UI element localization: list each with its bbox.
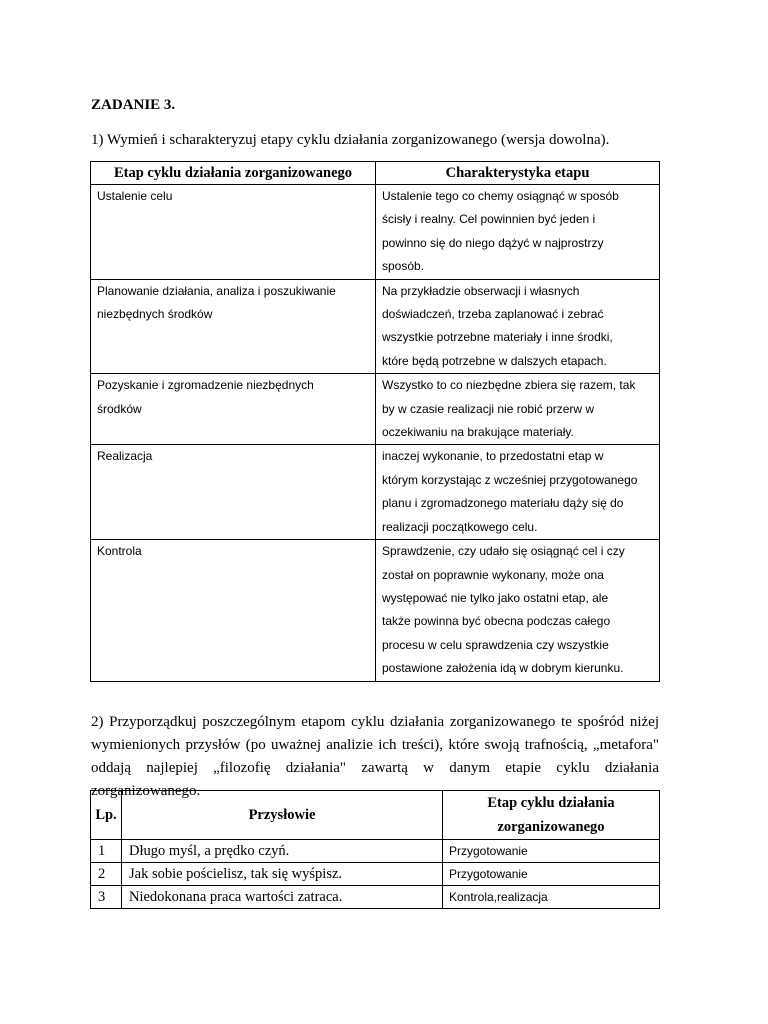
proverb-cell: Jak sobie pościelisz, tak się wyśpisz. — [122, 863, 443, 886]
proverbs-table — [90, 790, 660, 909]
characteristic-cell — [376, 445, 660, 540]
header-stage-cycle — [443, 791, 660, 840]
stage-cell — [91, 279, 376, 374]
characteristic-line: został on poprawnie wykonany, może ona — [382, 567, 604, 582]
characteristic-cell — [376, 540, 660, 681]
header-proverb: Przysłowie — [122, 791, 443, 840]
characteristic-line: wszystkie potrzebne materiały i inne środki, — [382, 330, 613, 345]
lp-cell: 3 — [91, 886, 122, 909]
header-stage-line-2: zorganizowanego — [497, 819, 605, 835]
table-row — [91, 374, 660, 445]
characteristic-line: którym korzystając z wcześniej przygotowanego — [382, 472, 638, 487]
proverb-cell: Niedokonana praca wartości zatraca. — [122, 886, 443, 909]
stage-cell — [91, 374, 376, 445]
characteristic-line: postawione założenia idą w dobrym kierunku. — [382, 661, 624, 676]
characteristic-line: inaczej wykonanie, to przedostatni etap w — [382, 449, 604, 464]
table-row — [91, 279, 660, 374]
characteristic-line: Sprawdzenie, czy udało się osiągnąć cel i czy — [382, 544, 625, 559]
proverbs-table-body — [91, 840, 660, 909]
stage-cell: Kontrola,realizacja — [443, 886, 660, 909]
stage-line: Planowanie działania, analiza i poszukiwanie — [97, 283, 336, 298]
characteristic-line: Na przykładzie obserwacji i własnych — [382, 283, 580, 298]
header-stage: Etap cyklu działania zorganizowanego — [91, 162, 376, 185]
characteristic-cell — [376, 374, 660, 445]
stages-table-body — [91, 185, 660, 682]
stage-line: Pozyskanie i zgromadzenie niezbędnych — [97, 378, 314, 393]
lp-cell: 2 — [91, 863, 122, 886]
lp-cell: 1 — [91, 840, 122, 863]
header-lp: Lp. — [91, 791, 122, 840]
stage-cell — [91, 185, 376, 280]
characteristic-line: by w czasie realizacji nie robić przerw w — [382, 401, 595, 416]
question-1: 1) Wymień i scharakteryzuj etapy cyklu działania zorganizowanego (wersja dowolna). — [91, 132, 610, 148]
stage-cell: Przygotowanie — [443, 840, 660, 863]
stage-line: środków — [97, 401, 142, 416]
stage-cell — [91, 445, 376, 540]
table-row — [91, 886, 660, 909]
question-2: 2) Przyporządkuj poszczególnym etapom cyklu działania zorganizowanego te spośród niżej wymienionych przysłów (po uważnej analizie ich treści), które swoją trafnością, „metafora" oddają najlepiej „filozofię działania" zawartą w danym etapie cyklu działania zorganizowanego. — [91, 714, 659, 799]
proverbs-table-header-row — [91, 791, 660, 840]
stage-cell: Przygotowanie — [443, 863, 660, 886]
stages-table-header-row — [91, 162, 660, 185]
characteristic-cell — [376, 279, 660, 374]
assignment-title: ZADANIE 3. — [91, 97, 176, 113]
characteristic-line: występować nie tylko jako ostatni etap, ale — [382, 590, 609, 605]
stage-line: Realizacja — [97, 449, 153, 464]
characteristic-line: realizacji początkowego celu. — [382, 519, 538, 534]
proverb-cell: Długo myśl, a prędko czyń. — [122, 840, 443, 863]
characteristic-line: Wszystko to co niezbędne zbiera się razem, tak — [382, 378, 636, 393]
characteristic-line: doświadczeń, trzeba zaplanować i zebrać — [382, 307, 604, 322]
header-characteristic: Charakterystyka etapu — [376, 162, 660, 185]
table-row — [91, 863, 660, 886]
characteristic-line: powinno się do niego dążyć w najprostrzy — [382, 235, 604, 250]
table-row — [91, 540, 660, 681]
characteristic-cell — [376, 185, 660, 280]
characteristic-line: oczekiwaniu na brakujące materiały. — [382, 425, 574, 440]
stage-line: Ustalenie celu — [97, 189, 173, 203]
characteristic-line: także powinna być obecna podczas całego — [382, 614, 611, 629]
stage-line: niezbędnych środków — [97, 307, 213, 322]
stage-line: Kontrola — [97, 544, 142, 559]
characteristic-line: ścisły i realny. Cel powinnien być jeden i — [382, 212, 596, 227]
characteristic-line: sposób. — [382, 259, 425, 274]
stage-cell — [91, 540, 376, 681]
table-row — [91, 185, 660, 280]
characteristic-line: Ustalenie tego co chemy osiągnąć w sposób — [382, 189, 619, 203]
characteristic-line: które będą potrzebne w dalszych etapach. — [382, 353, 607, 368]
stages-table — [90, 161, 660, 682]
table-row — [91, 445, 660, 540]
table-row — [91, 840, 660, 863]
header-stage-line-1: Etap cyklu działania — [487, 795, 615, 811]
characteristic-line: procesu w celu sprawdzenia czy wszystkie — [382, 637, 609, 652]
characteristic-line: planu i zgromadzonego materiału dąży się do — [382, 496, 624, 511]
